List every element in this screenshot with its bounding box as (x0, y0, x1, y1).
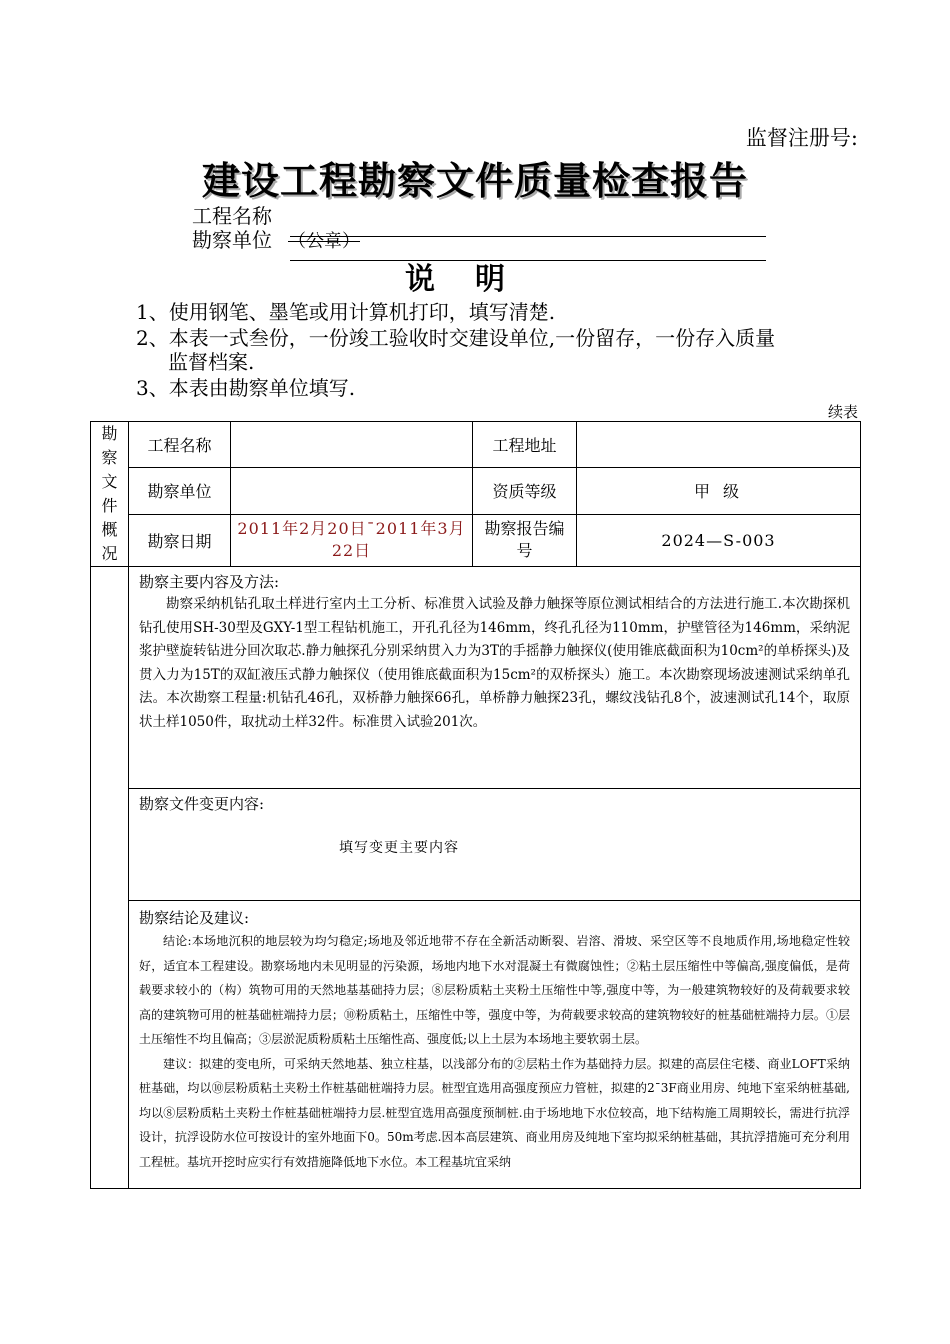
supervision-registration-label: 监督注册号: (745, 126, 858, 150)
survey-summary-table (90, 421, 861, 1189)
project-name-value (231, 422, 473, 468)
survey-content-text: 勘察采纳机钻孔取土样进行室内土工分析、标准贯入试验及静力触探等原位测试相结合的方法进行施工.本次勘探机钻孔使用SH-30型及GXY-1型工程钻机施工，开孔孔径为146mm，终孔孔径为110mm，护壁管径为146mm，采纳泥浆护壁旋转钻进分回次取芯.静力触探孔分别采纳贯入力为3T的手摇静力触探仪(使用锥底截面积为10cm²的单桥探头)及贯入力为15T的双缸液压式静力触探仪（使用锥底截面积为15cm²的双桥探头）施工。本次勘察现场波速测试采纳单孔法。本次勘察工程量:机钻孔46孔，双桥静力触探66孔，单桥静力触探23孔，螺纹浅钻孔8个，波速测试孔14个，取原状土样1050件，取扰动土样32件。标准贯入试验201次。 (139, 596, 850, 730)
survey-date-cell: 勘察日期 (129, 514, 231, 566)
note-item-2-cont: 监督档案. (168, 350, 255, 374)
project-address-cell: 工程地址 (473, 422, 577, 468)
note-item-1: 1、使用钢笔、墨笔或用计算机打印，填写清楚. (136, 300, 556, 324)
change-content: 填写变更主要内容 (339, 840, 459, 856)
report-number-value: 2024—S-003 (577, 514, 861, 566)
side-spacer (91, 567, 129, 1189)
change-block (129, 789, 861, 901)
recommendation-text: 建议：拟建的变电所，可采纳天然地基、独立柱基，以浅部分布的②层粘土作为基础持力层。拟建的高层住宅楼、商业LOFT采纳桩基础，均以⑩层粉质粘土夹粉土作桩基础桩端持力层。桩型宜选用高强度预应力管桩，拟建的2¯3F商业用房、纯地下室采纳桩基础,均以⑧层粉质粘土夹粉土作桩基础桩端持力层.桩型宜选用高强度预制桩.由于场地地下水位较高，地下结构施工周期较长，需进行抗浮设计，抗浮设防水位可按设计的室外地面下0。50m考虑.因本高层建筑、商业用房及纯地下室均拟采纳桩基础，其抗浮措施可充分利用工程桩。基坑开挖时应实行有效措施降低地下水位。本工程基坑宜采纳 (139, 1056, 850, 1169)
side-label: 勘察文件概况 (91, 422, 129, 567)
conclusion-block (129, 901, 861, 1189)
qualification-grade-cell: 资质等级 (473, 468, 577, 514)
survey-date-value: 2011年2月20日¯2011年3月22日 (231, 514, 473, 566)
survey-unit-cell: 勘察单位 (129, 468, 231, 514)
continued-label: 续表 (827, 403, 858, 421)
survey-unit-value (231, 468, 473, 514)
note-item-2: 2、本表一式叁份，一份竣工验收时交建设单位,一份留存，一份存入质量 (136, 326, 776, 350)
seal-note: （公章） (288, 231, 360, 252)
note-item-3: 3、本表由勘察单位填写. (136, 376, 356, 400)
notes-title: 说明 (405, 262, 545, 297)
report-title: 建设工程勘察文件质量检查报告 (201, 158, 748, 203)
change-title: 勘察文件变更内容: (139, 795, 265, 813)
survey-content-title: 勘察主要内容及方法: (139, 573, 280, 591)
conclusion-title: 勘察结论及建议: (139, 909, 250, 927)
project-name-label: 工程名称 (192, 204, 272, 228)
survey-unit-label: 勘察单位 (192, 228, 272, 252)
qualification-grade-value: 甲 级 (577, 468, 861, 514)
project-name-cell: 工程名称 (129, 422, 231, 468)
conclusion-text: 结论:本场地沉积的地层较为均匀稳定;场地及邻近地带不存在全新活动断裂、岩溶、滑坡、采空区等不良地质作用,场地稳定性较好，适宜本工程建设。勘察场地内未见明显的污染源，场地内地下水对混凝土有微腐蚀性；②粘土层压缩性中等偏高,强度偏低，是荷载要求较小的（构）筑物可用的天然地基基础持力层；⑧层粉质粘土夹粉土压缩性中等,强度中等，为一般建筑物较好的及荷载要求较高的建筑物可用的桩基础桩端持力层；⑩粉质粘土，压缩性中等，强度中等，为荷载要求较高的建筑物较好的桩基础桩端持力层。①层土压缩性不均且偏高；③层淤泥质粉质粘土压缩性高、强度低;以上土层为本场地主要软弱土层。 (139, 934, 850, 1046)
survey-unit-underline (290, 236, 766, 237)
report-number-cell: 勘察报告编号 (473, 514, 577, 566)
survey-content-block (129, 567, 861, 789)
project-address-value (577, 422, 861, 468)
